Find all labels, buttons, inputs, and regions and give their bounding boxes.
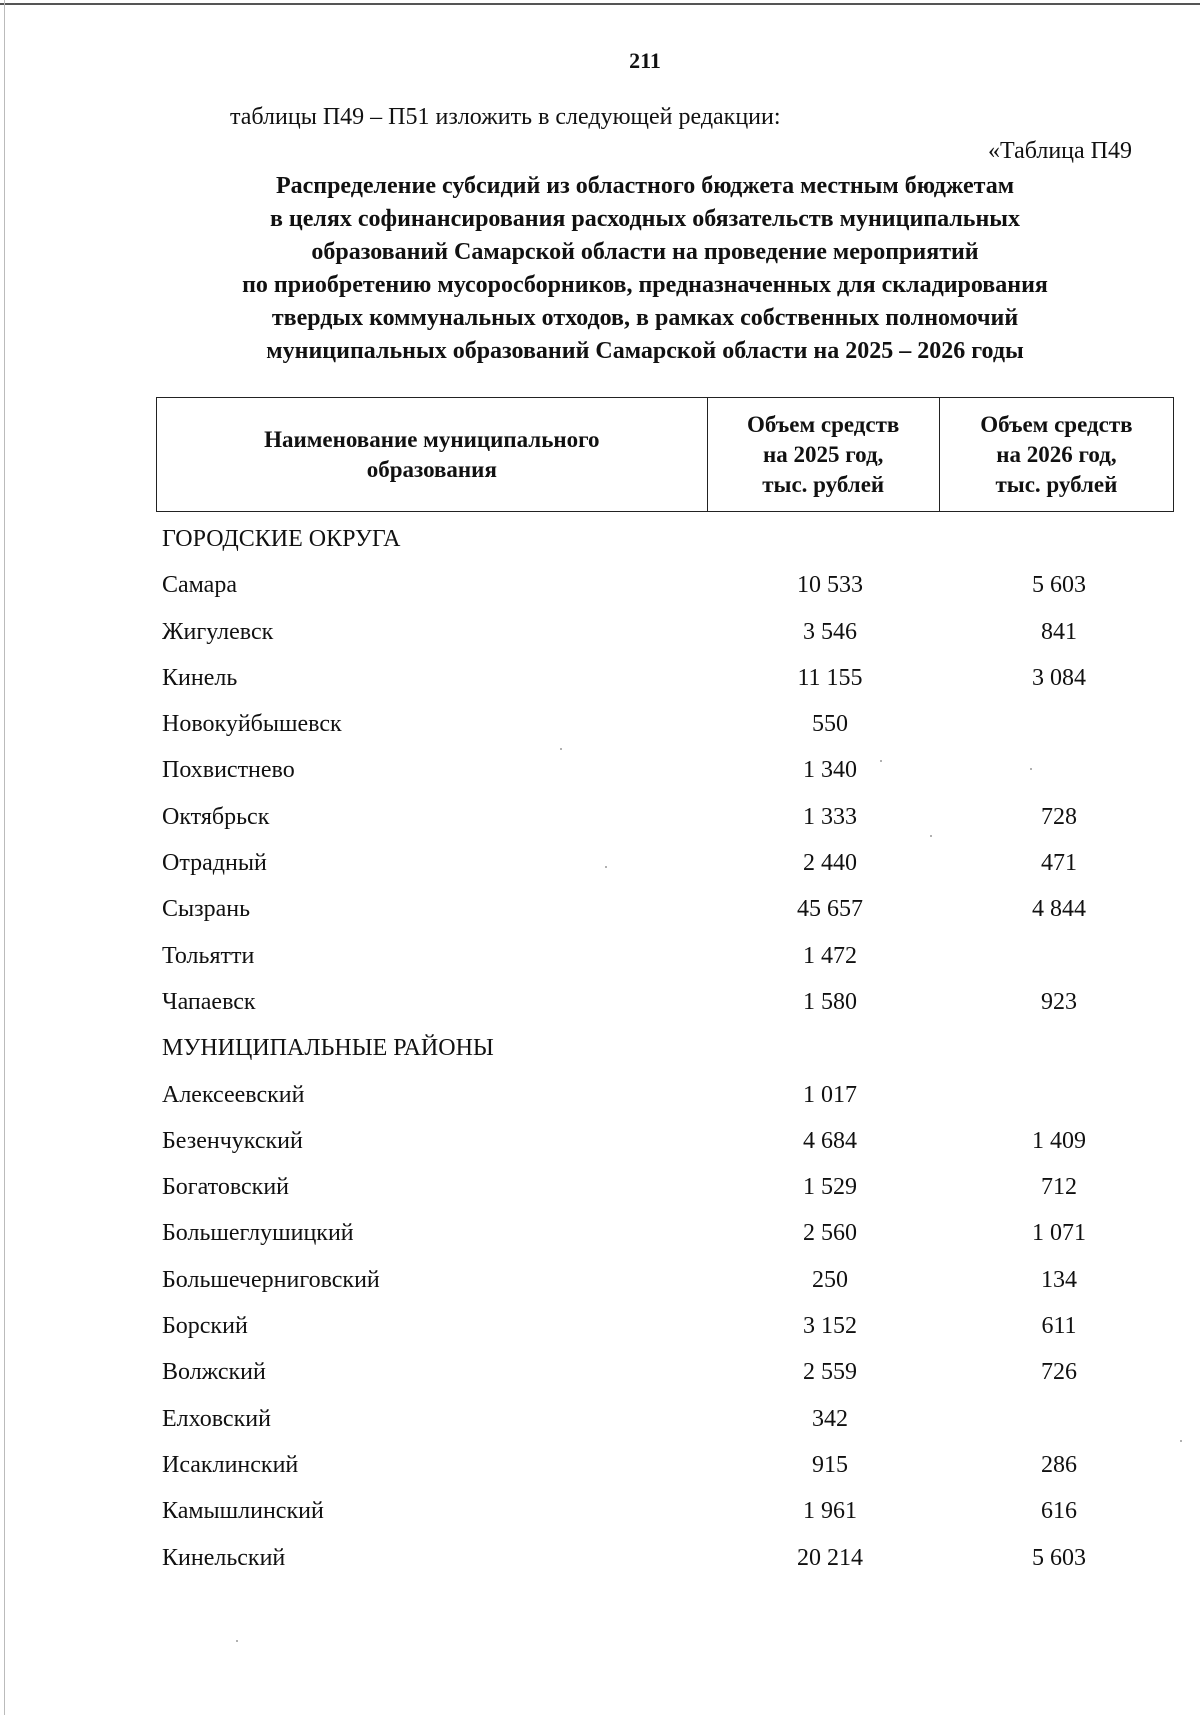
value-2025: 3 152 [803,1313,857,1340]
table-header [156,397,1174,512]
section-label: МУНИЦИПАЛЬНЫЕ РАЙОНЫ [162,1035,494,1062]
table-row [162,1166,1174,1212]
value-2026: 4 844 [1032,896,1086,923]
title-line: Распределение субсидий из областного бюджета местным бюджетам [275,173,1015,199]
table-row [162,842,1174,888]
municipality-name: Богатовский [162,1174,290,1201]
value-2025: 20 214 [797,1544,863,1571]
header-2026: Объем средств на 2026 год, тыс. рублей [939,398,1173,512]
table-row [162,1490,1174,1536]
table-row [162,749,1174,795]
value-2026: 134 [1041,1266,1077,1293]
section-label: ГОРОДСКИЕ ОКРУГА [162,526,401,552]
value-2026: 1 071 [1032,1220,1086,1247]
value-2026: 3 084 [1032,664,1086,691]
table-row [162,1120,1174,1166]
value-2026: 1 409 [1032,1127,1086,1154]
municipality-name: Похвистнево [162,757,295,784]
value-2026: 728 [1041,803,1077,830]
header-name: Наименование муниципального образования [157,398,708,512]
municipality-name: Самара [162,572,237,599]
value-2025: 250 [812,1266,848,1293]
table-row [162,981,1174,1027]
municipality-name: Кинельский [162,1544,286,1571]
value-2025: 1 580 [803,988,857,1015]
municipality-name: Большечерниговский [162,1266,380,1293]
scan-speck [1030,768,1032,770]
value-2025: 1 961 [803,1498,857,1525]
value-2026: 712 [1041,1174,1077,1201]
value-2026: 5 603 [1032,572,1086,599]
table-row [162,1074,1174,1120]
table-row [162,1444,1174,1490]
table-row [162,1537,1174,1583]
table-body [162,518,1174,1583]
title-line: образований Самарской области на проведение мероприятий [311,239,979,265]
value-2026: 286 [1041,1451,1077,1478]
table-row [162,1305,1174,1351]
municipality-name: Кинель [162,664,238,691]
value-2025: 2 440 [803,850,857,877]
scan-speck [605,866,607,868]
scan-speck [236,1640,238,1642]
table-row [162,888,1174,934]
value-2026: 923 [1041,988,1077,1015]
value-2025: 915 [812,1451,848,1478]
header-2025: Объем средств на 2025 год, тыс. рублей [707,398,939,512]
title-line: в целях софинансирования расходных обязательств муниципальных [269,206,1021,232]
value-2025: 45 657 [797,896,863,923]
municipality-name: Алексеевский [162,1081,305,1108]
value-2025: 4 684 [803,1127,857,1154]
scan-speck [930,835,932,837]
document-title [150,170,1140,368]
municipality-name: Исаклинский [162,1451,299,1478]
table-row [162,611,1174,657]
municipality-name: Тольятти [162,942,255,969]
table-row [162,1351,1174,1397]
value-2025: 3 546 [803,618,857,645]
scan-left-edge [4,0,5,1715]
value-2025: 550 [812,711,848,738]
table-row [162,657,1174,703]
section-row [162,518,1174,564]
page-number: 211 [629,48,661,73]
municipality-name: Чапаевск [162,988,256,1015]
value-2026: 841 [1041,618,1077,645]
title-line: твердых коммунальных отходов, в рамках собственных полномочий [271,305,1019,331]
value-2026: 726 [1041,1359,1077,1386]
value-2025: 1 333 [803,803,857,830]
scan-speck [880,760,882,762]
value-2025: 11 155 [797,664,863,691]
value-2025: 10 533 [797,572,863,599]
value-2026: 5 603 [1032,1544,1086,1571]
value-2025: 1 529 [803,1174,857,1201]
municipality-name: Октябрьск [162,803,270,830]
municipality-name: Новокуйбышевск [162,711,342,738]
municipality-name: Елховский [162,1405,271,1432]
value-2025: 1 340 [803,757,857,784]
value-2025: 2 559 [803,1359,857,1386]
municipality-name: Большеглушицкий [162,1220,354,1247]
scan-speck [560,748,562,750]
table-reference: «Таблица П49 [988,138,1132,164]
intro-text: таблицы П49 – П51 изложить в следующей редакции: [230,104,781,130]
municipality-name: Сызрань [162,896,251,923]
value-2026: 616 [1041,1498,1077,1525]
municipality-name: Борский [162,1313,248,1340]
table-row [162,935,1174,981]
value-2025: 2 560 [803,1220,857,1247]
value-2026: 471 [1041,850,1077,877]
scan-speck [1180,1440,1182,1442]
table-row [162,1398,1174,1444]
scan-top-edge [0,3,1200,5]
value-2025: 1 472 [803,942,857,969]
table-row [162,1212,1174,1258]
municipality-name: Безенчукский [162,1127,303,1154]
title-line: по приобретению мусоросборников, предназначенных для складирования [242,272,1048,298]
municipality-name: Отрадный [162,850,267,877]
municipality-name: Камышлинский [162,1498,324,1525]
table-row [162,564,1174,610]
value-2026: 611 [1041,1313,1077,1340]
table-row [162,796,1174,842]
table-row [162,1259,1174,1305]
title-line: муниципальных образований Самарской области на 2025 – 2026 годы [266,338,1024,364]
table-row [162,703,1174,749]
municipality-name: Волжский [162,1359,266,1386]
value-2025: 1 017 [803,1081,857,1108]
value-2025: 342 [812,1405,848,1432]
section-row [162,1027,1174,1073]
municipality-name: Жигулевск [162,618,274,645]
